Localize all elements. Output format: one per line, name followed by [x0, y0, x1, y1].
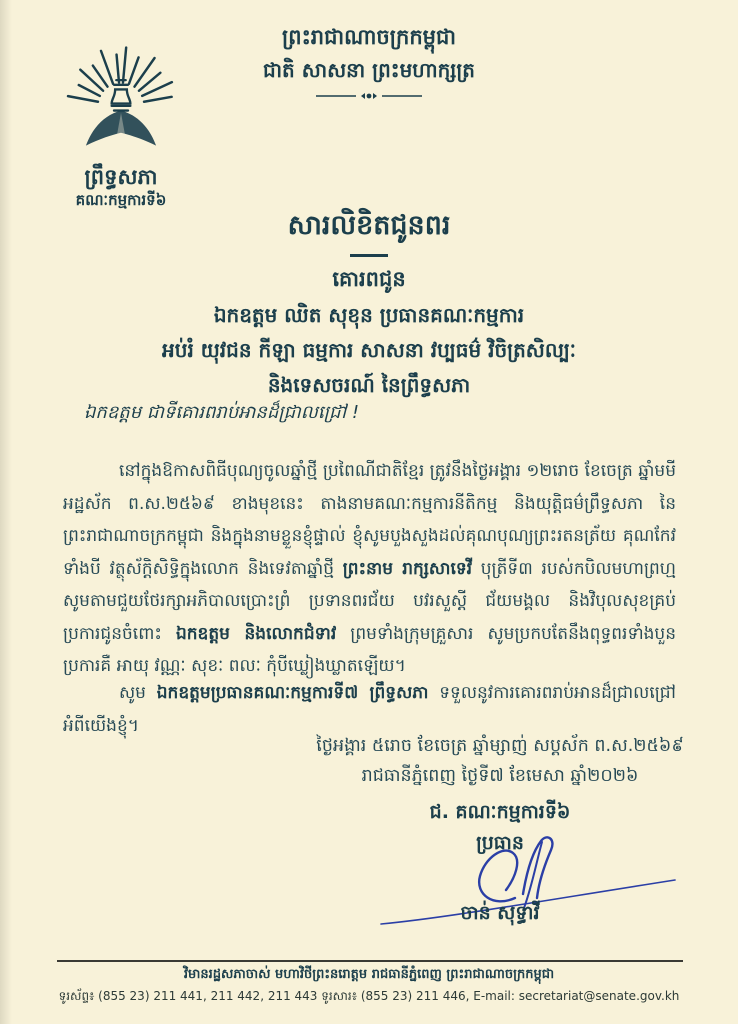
footer-rule [57, 960, 683, 962]
para1-text: នៅក្នុងឱកាសពិធីបុណ្យចូលឆ្នាំថ្មី ប្រពៃណីជាតិខ្មែរ ត្រូវនឹងថ្ងៃអង្គារ ១២រោច ខែចេត្រ ឆ្នាំមមី អដ្ឋស័ក ព.ស.២៥៦៩ ខាងមុខនេះ តាងនាមគណៈកម្មការនីតិកម្ម និងយុត្តិធម៌ព្រឹទ្ធសភា នៃព្រះរាជាណាចក្រកម្ពុជា និងក្នុងនាមខ្លួនខ្ញុំផ្ទាល់ ខ្ញុំសូមបួងសួងដល់គុណបុណ្យព្រះរតនត្រ័យ គុណកែវទាំងបី វត្ថុស័ក្តិសិទ្ធិក្នុងលោក និងទេវតាឆ្នាំថ្មី [63, 461, 676, 579]
footer-address: វិមានរដ្ឋសភាចាស់ មហាវិថីព្រះនរោត្តម រាជធានីភ្នំពេញ ព្រះរាជាណាចក្រកម្ពុជា [183, 967, 555, 982]
footer-contacts: ទូរស័ព្ទ៖ (855 23) 211 441, 211 442, 211 443 ទូរសារ៖ (855 23) 211 446, E-mail: secretariat@senate.gov.kh [58, 989, 680, 1003]
addressee-block [0, 298, 738, 403]
para1-honorific: ឯកឧត្តម និងលោកជំទាវ [175, 623, 337, 644]
title-divider [350, 254, 388, 257]
national-motto: ជាតិ សាសនា ព្រះមហាក្សត្រ [263, 58, 475, 82]
addressee-line: អប់រំ យុវជន កីឡា ធម្មការ សាសនា វប្បធម៌ វិចិត្រសិល្បៈ [162, 338, 576, 362]
addressee-line: ឯកឧត្តម ឈិត សុខុន ប្រធានគណៈកម្មការ [213, 303, 525, 327]
senate-emblem-block [46, 38, 196, 210]
civil-date: រាជធានីភ្នំពេញ ថ្ងៃទី៧ ខែមេសា ឆ្នាំ២០២៦ [361, 766, 639, 786]
kingdom-title: ព្រះរាជាណាចក្រកម្ពុជា [281, 25, 456, 49]
letter-title-block [0, 206, 738, 295]
salutation: ឯកឧត្តម ជាទីគោរពរាប់អានដ៏ជ្រាលជ្រៅ ! [84, 402, 360, 423]
respect-to-label: គោរពជូន [332, 267, 406, 291]
emblem-org-label: ព្រឹទ្ធសភា [84, 165, 158, 189]
on-behalf-label: ជ. គណៈកម្មការទី៦ [429, 801, 571, 823]
senate-rays-emblem-icon [62, 38, 180, 162]
para1-deity-name: ព្រះនាម រាក្សសាទេវី [342, 558, 473, 579]
para1-text: ព្រមទាំងក្រុមគ្រួសារ សូមប្រកបតែនឹងពុទ្ធពរទាំងបួនប្រការគឺ អាយុ វណ្ណៈ សុខៈ ពលៈ កុំបីឃ្លៀងឃ្លាតឡើយ។ [63, 623, 676, 676]
body-paragraph-1 [63, 455, 676, 683]
lunar-date: ថ្ងៃអង្គារ ៥រោច ខែចេត្រ ឆ្នាំម្សាញ់ សប្តស័ក ព.ស.២៥៦៩ [316, 736, 684, 756]
para2-text: ទទួលនូវការគោរពរាប់អានដ៏ជ្រាលជ្រៅអំពីយើងខ្ញុំ។ [63, 683, 676, 736]
footer-block [0, 964, 738, 1006]
para1-text: បុត្រីទី៣ របស់កបិលមហាព្រហ្ម សូមតាមជួយថែរក្សាអភិបាលប្រោះព្រំ ប្រទានពរជ័យ បវរសួស្តី ជ័យមង្គល និងវិបុលសុខគ្រប់ប្រការជូនចំពោះ [63, 558, 676, 644]
emblem-commission-label: គណៈកម្មការទី៦ [75, 191, 167, 209]
addressee-line: និងទេសចរណ៍ នៃព្រឹទ្ធសភា [267, 373, 471, 397]
signer-name: ចាន់ សុទ្ធាវី [460, 902, 540, 924]
letter-title: សារលិខិតជូនពរ [287, 210, 451, 241]
para2-text: សូម [119, 683, 157, 703]
signer-role: ប្រធាន [476, 832, 524, 854]
para2-recipient: ឯកឧត្តមប្រធានគណៈកម្មការទី៧ ព្រឹទ្ធសភា [156, 683, 429, 703]
